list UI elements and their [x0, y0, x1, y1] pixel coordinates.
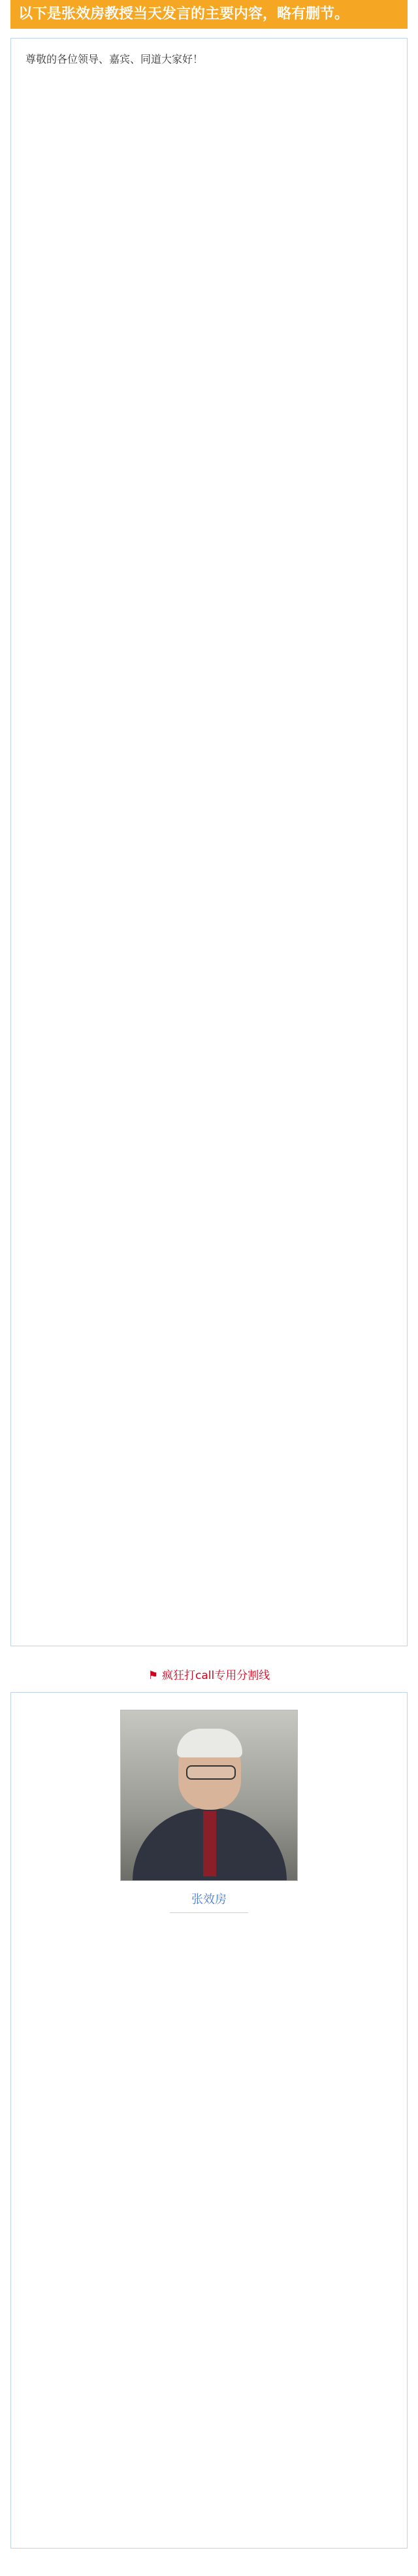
speech-transcript: [10, 38, 408, 1646]
section-divider: [0, 1666, 418, 1686]
divider-label: 疯狂打call专用分割线: [162, 1669, 270, 1682]
portrait-photo: [120, 1710, 298, 1881]
portrait-name-caption: 张效房: [191, 1893, 227, 1907]
intro-banner: 以下是张效房教授当天发言的主要内容，略有删节。: [10, 0, 408, 29]
portrait-hair: [177, 1729, 242, 1757]
portrait-tie: [203, 1811, 216, 1876]
speech-greeting: 尊敬的各位领导、嘉宾、同道大家好！: [25, 53, 204, 65]
caption-rule: [170, 1912, 248, 1913]
portrait-glasses: [186, 1765, 236, 1780]
author-bio: [10, 1692, 408, 2549]
flag-icon: ⚑: [148, 1669, 159, 1682]
